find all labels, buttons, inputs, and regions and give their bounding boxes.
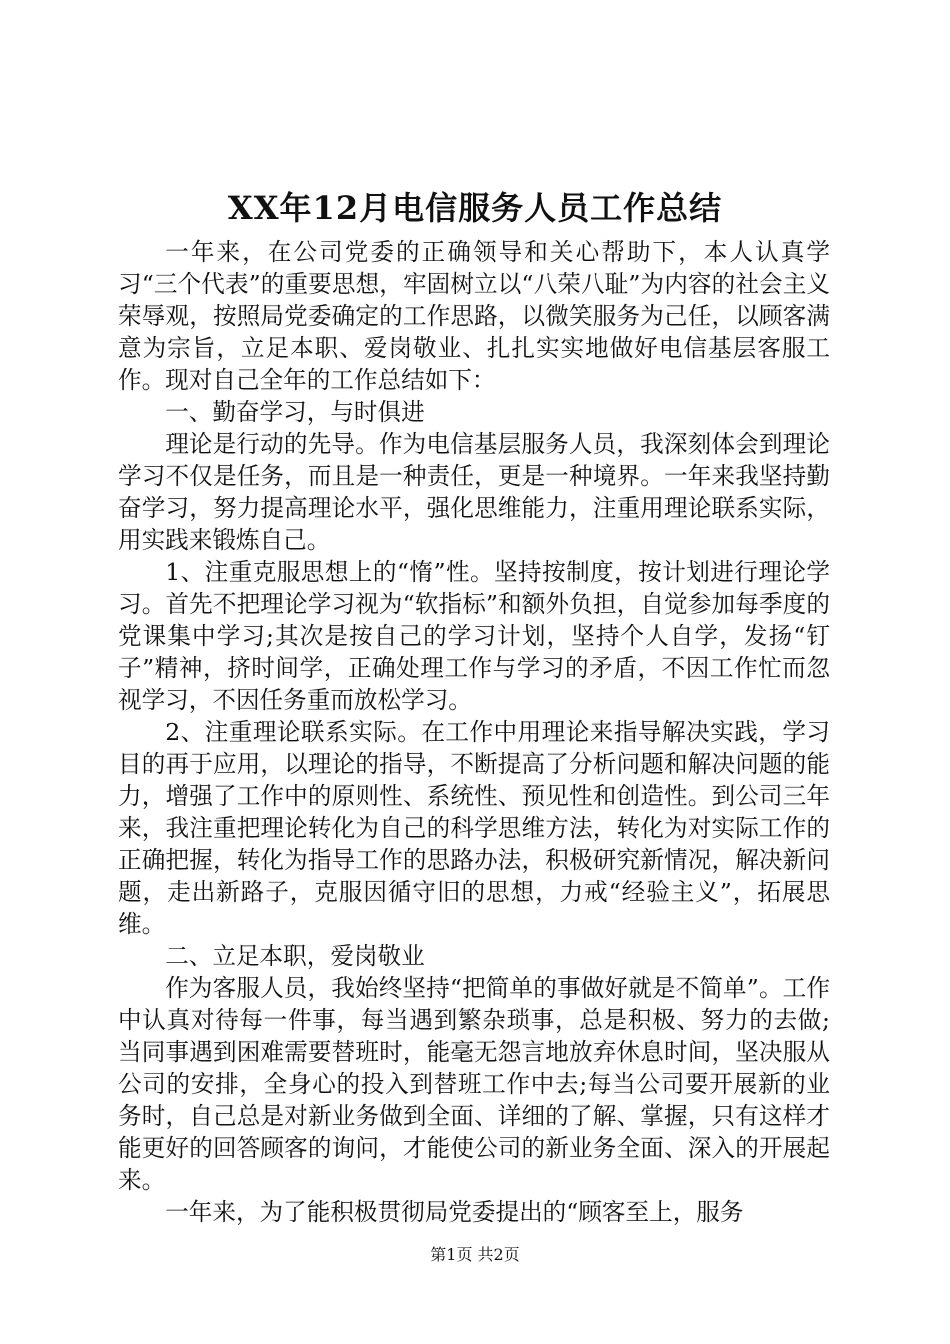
body-paragraph: 一年来，为了能积极贯彻局党委提出的“顾客至上，服务 <box>165 1198 744 1226</box>
section-heading-study: 一、勤奋学习，与时俱进 <box>165 398 425 426</box>
page-footer: 第1页 共2页 <box>430 1245 520 1264</box>
intro-paragraph: 一年来，在公司党委的正确领导和关心帮助下，本人认真学习“三个代表”的重要思想，牢固树立以“八荣八耻”为内容的社会主义荣辱观，按照局党委确定的工作思路，以微笑服务为己任，以顾客满意为宗旨，立足本职、爱岗敬业、扎扎实实地做好电信基层客服工作。现对自己全年的工作总结如下： <box>118 238 830 394</box>
body-paragraph: 理论是行动的先导。作为电信基层服务人员，我深刻体会到理论学习不仅是任务，而且是一种责任，更是一种境界。一年来我坚持勤奋学习，努力提高理论水平，强化思维能力，注重用理论联系实际，用实践来锻炼自己。 <box>118 430 830 554</box>
body-paragraph: 2、注重理论联系实际。在工作中用理论来指导解决实践，学习目的再于应用，以理论的指导，不断提高了分析问题和解决问题的能力，增强了工作中的原则性、系统性、预见性和创造性。到公司三年来，我注重把理论转化为自己的科学思维方法，转化为对实际工作的正确把握，转化为指导工作的思路办法，积极研究新情况，解决新问题，走出新路子，克服因循守旧的思想，力戒“经验主义”，拓展思维。 <box>118 718 830 938</box>
section-heading-duty: 二、立足本职，爱岗敬业 <box>165 942 425 970</box>
document-title: XX年12月电信服务人员工作总结 <box>227 189 723 227</box>
body-paragraph: 作为客服人员，我始终坚持“把简单的事做好就是不简单”。工作中认真对待每一件事，每当遇到繁杂琐事，总是积极、努力的去做;当同事遇到困难需要替班时，能毫无怨言地放弃休息时间，坚决服从公司的安排，全身心的投入到替班工作中去;每当公司要开展新的业务时，自己总是对新业务做到全面、详细的了解、掌握，只有这样才能更好的回答顾客的询问，才能使公司的新业务全面、深入的开展起来。 <box>118 974 830 1194</box>
document-body <box>118 236 830 1228</box>
body-paragraph: 1、注重克服思想上的“惰”性。坚持按制度，按计划进行理论学习。首先不把理论学习视为“软指标”和额外负担，自觉参加每季度的党课集中学习;其次是按自己的学习计划，坚持个人自学，发扬“钉子”精神，挤时间学，正确处理工作与学习的矛盾，不因工作忙而忽视学习，不因任务重而放松学习。 <box>118 558 830 714</box>
